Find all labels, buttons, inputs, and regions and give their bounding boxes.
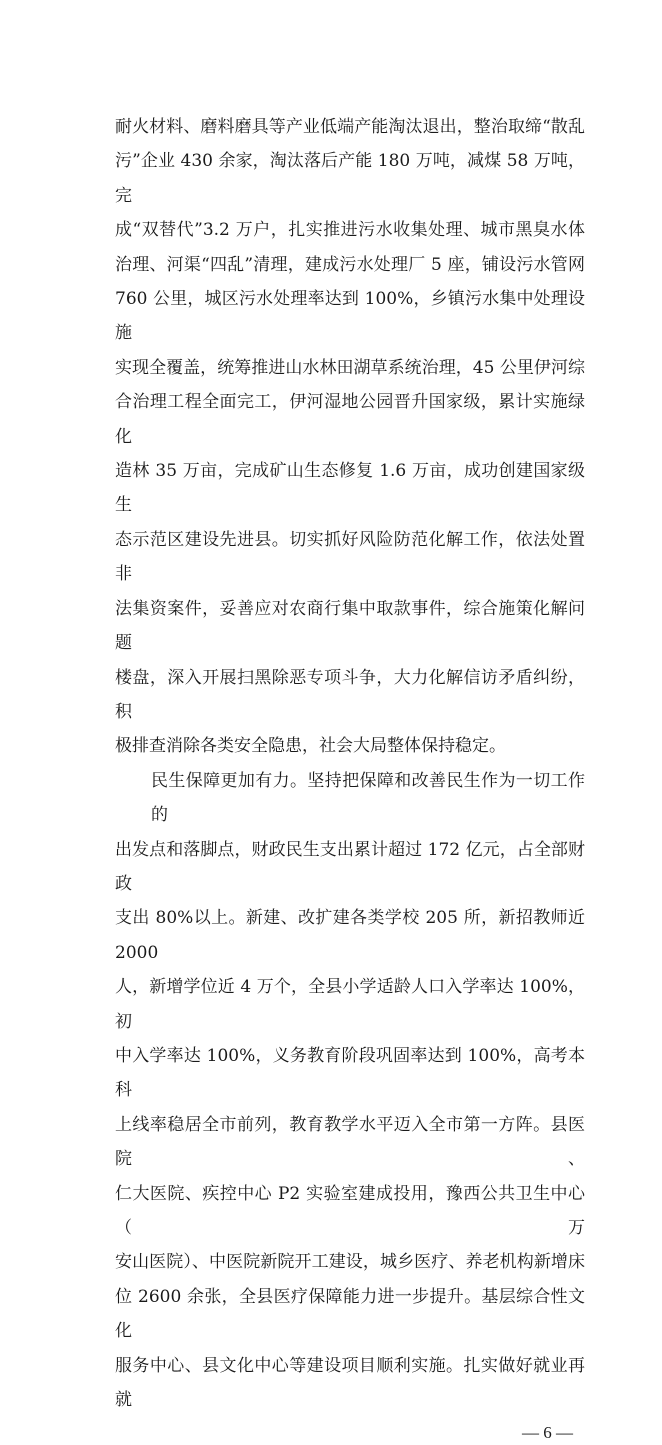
text-line: 成“双替代”3.2 万户，扎实推进污水收集处理、城市黑臭水体 — [115, 220, 585, 241]
text-line: 造林 35 万亩，完成矿山生态修复 1.6 万亩，成功创建国家级生 — [115, 461, 585, 516]
text-line: 法集资案件，妥善应对农商行集中取款事件，综合施策化解问题 — [115, 598, 585, 654]
text-line: 态示范区建设先进县。切实抓好风险防范化解工作，依法处置非 — [115, 529, 585, 585]
text-line: 出发点和落脚点，财政民生支出累计超过 172 亿元，占全部财政 — [115, 839, 585, 894]
paragraph-environment — [115, 110, 585, 764]
text-line: 极排查消除各类安全隐患，社会大局整体保持稳定。 — [115, 736, 506, 757]
text-line: 安山医院）、中医院新院开工建设，城乡医疗、养老机构新增床 — [115, 1252, 585, 1273]
text-line: 上线率稳居全市前列，教育教学水平迈入全市第一方阵。县医院、 — [115, 1114, 585, 1170]
text-line: 中入学率达 100%，义务教育阶段巩固率达到 100%，高考本科 — [115, 1045, 585, 1101]
text-line: 位 2600 余张，全县医疗保障能力进一步提升。基层综合性文化 — [115, 1286, 585, 1342]
text-line: 760 公里，城区污水处理率达到 100%，乡镇污水集中处理设施 — [115, 289, 585, 344]
text-line: 楼盘，深入开展扫黑除恶专项斗争，大力化解信访矛盾纠纷，积 — [115, 667, 585, 722]
text-line: 仁大医院、疾控中心 P2 实验室建成投用，豫西公共卫生中心（万 — [115, 1183, 585, 1238]
paragraph-livelihood — [115, 764, 585, 1418]
text-line: 实现全覆盖，统筹推进山水林田湖草系统治理，45 公里伊河综 — [115, 357, 585, 378]
text-line: 治理、河渠“四乱”清理，建成污水处理厂 5 座，铺设污水管网 — [115, 254, 585, 275]
text-line: 耐火材料、磨料磨具等产业低端产能淘汰退出，整治取缔“散乱 — [115, 117, 585, 137]
text-line: 服务中心、县文化中心等建设项目顺利实施。扎实做好就业再就 — [115, 1355, 585, 1411]
document-body — [115, 110, 585, 1445]
text-line: 污”企业 430 余家，淘汰落后产能 180 万吨，减煤 58 万吨，完 — [115, 151, 585, 206]
text-line: 人，新增学位近 4 万个，全县小学适龄人口入学率达 100%，初 — [115, 977, 585, 1032]
text-line: 支出 80%以上。新建、改扩建各类学校 205 所，新招教师近 2000 — [115, 908, 585, 963]
text-line: 民生保障更加有力。坚持把保障和改善民生作为一切工作的 — [151, 770, 585, 826]
page-number: — 6 — — [522, 1423, 573, 1443]
text-line: 合治理工程全面完工，伊河湿地公园晋升国家级，累计实施绿化 — [115, 392, 585, 447]
